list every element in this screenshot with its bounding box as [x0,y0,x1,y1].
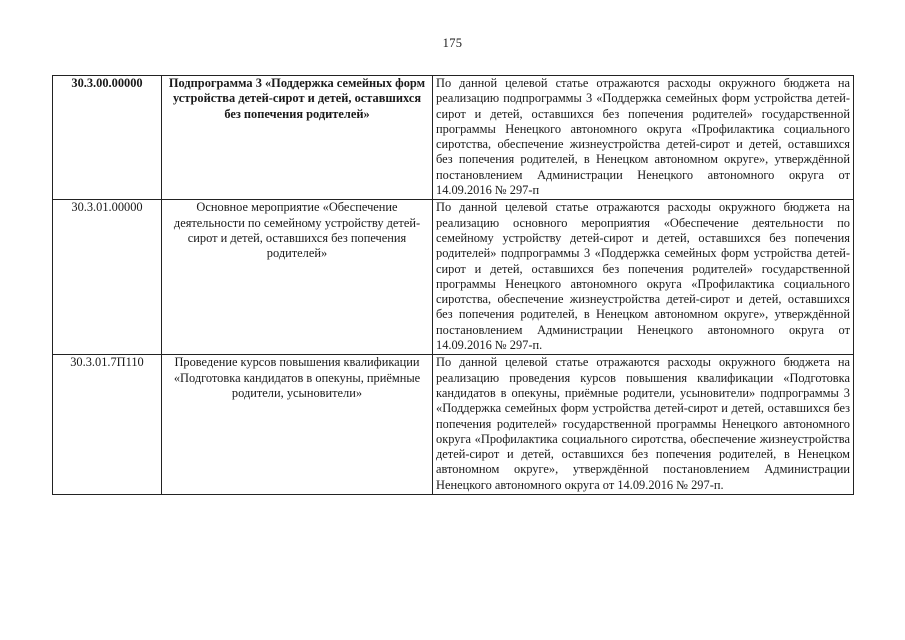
target-article-description: По данной целевой статье отражаются расходы окружного бюджета на реализацию подпрограммы 3 «Поддержка семейных форм устройства детей-сирот и детей, оставшихся без попечения родителей» государственной программы Ненецкого автономного округа «Профилактика социального сиротства, обеспечение жизнеустройства детей-сирот и детей, оставшихся без попечения родителей, в Ненецком автономном округе», утверждённой постановлением Администрации Ненецкого автономного округа от 14.09.2016 № 297-п [433,76,854,200]
target-article-name: Проведение курсов повышения квалификации «Подготовка кандидатов в опекуны, приёмные родители, усыновители» [162,355,433,495]
target-article-description: По данной целевой статье отражаются расходы окружного бюджета на реализацию проведения курсов повышения квалификации «Подготовка кандидатов в опекуны, приёмные родители, усыновители» подпрограммы 3 «Поддержка семейных форм устройства детей-сирот и детей, оставшихся без попечения родителей» государственной программы Ненецкого автономного округа «Профилактика социального сиротства, обеспечение жизнеустройства детей-сирот и детей, оставшихся без попечения родителей, в Ненецком автономном округе», утверждённой постановлением Администрации Ненецкого автономного округа от 14.09.2016 № 297-п. [433,355,854,495]
page-number: 175 [442,36,463,50]
target-article-description: По данной целевой статье отражаются расходы окружного бюджета на реализацию основного мероприятия «Обеспечение деятельности по семейному устройству детей-сирот и детей, оставшихся без попечения родителей» подпрограммы 3 «Поддержка семейных форм устройства детей-сирот и детей, оставшихся без попечения родителей» государственной программы Ненецкого автономного округа «Профилактика социального сиротства, обеспечение жизнеустройства детей-сирот и детей, оставшихся без попечения родителей, в Ненецком автономном округе», утверждённой постановлением Администрации Ненецкого автономного округа от 14.09.2016 № 297-п. [433,200,854,355]
target-article-code: 30.3.01.00000 [53,200,162,355]
target-article-name: Основное мероприятие «Обеспечение деятельности по семейному устройству детей-сирот и детей, оставшихся без попечения родителей» [162,200,433,355]
table-row [53,200,854,355]
target-article-code: 30.3.01.7П110 [53,355,162,495]
target-article-code: 30.3.00.00000 [53,76,162,200]
budget-classification-table [52,75,854,495]
table-row [53,76,854,200]
table-row [53,355,854,495]
target-article-name: Подпрограмма 3 «Поддержка семейных форм устройства детей-сирот и детей, оставшихся без попечения родителей» [162,76,433,200]
